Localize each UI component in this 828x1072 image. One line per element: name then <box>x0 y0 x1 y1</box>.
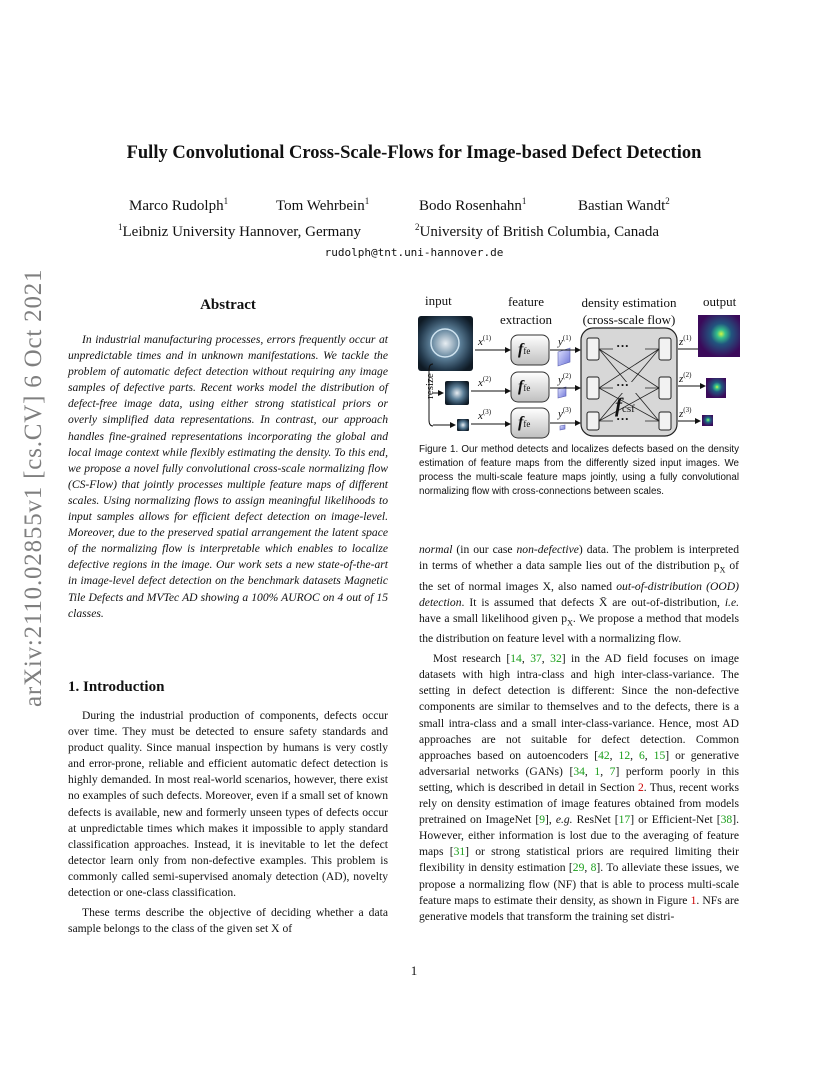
fig-z3: $z^{(3)}$ <box>679 406 692 420</box>
intro-paragraph-1: During the industrial production of components, defects occur over time. They must be detected to ensure safety standards and product quality. Since manual inspection by humans is very costly and error-prone, reliable and efficient automatic defect detection is highly demanded. In most real-world scenarios, however, there exist no examples of such defects. Moreover, even if a small set of known defects is available, new and formerly unseen types of defects occur at unpredictable times which makes it impossible to apply standard classification approaches. Instead, it is inevitable to let the defect detector learn only from non-defective examples. This problem is commonly called semi-supervised anomaly detection (AD), novelty detection or one-class classification. <box>68 709 388 900</box>
feature-map-2 <box>558 387 566 398</box>
intro-left-column <box>68 708 388 941</box>
citation-link[interactable]: 31 <box>453 845 466 859</box>
fig-dots-3: ··· <box>616 411 630 426</box>
citation-link[interactable]: 7 <box>609 764 616 778</box>
citation-link[interactable]: 42 <box>598 748 610 762</box>
citation-link[interactable]: 14 <box>510 652 522 666</box>
citation-link[interactable]: 12 <box>618 748 631 762</box>
right-paragraph-1: normal (in our case non-defective) data. The problem is interpreted in terms of whether a data sample lies out of the distribution $p_X$ of the set of normal images X, also named out-of-distribution (OOD) detection. It is assumed that defects X̄ are out-of-distribution, i.e. have a small likelihood given $p_X$. We propose a method that models the distribution on feature level with a normalizing flow. <box>419 543 740 646</box>
affiliation-2 <box>415 222 659 241</box>
affiliation-num: 2 <box>415 222 420 232</box>
arxiv-side-stamp: arXiv:2110.02855v1 [cs.CV] 6 Oct 2021 <box>20 268 47 707</box>
output-heatmap-small <box>702 415 713 426</box>
author-name: Tom Wehrbein <box>276 198 365 214</box>
feature-map-3 <box>560 425 565 430</box>
citation-link[interactable]: 9 <box>539 813 546 827</box>
fig-x2: $x^{(2)}$ <box>478 375 492 389</box>
flow-node <box>659 412 671 430</box>
citation-link[interactable]: 29 <box>572 861 585 875</box>
intro-right-column <box>419 542 739 929</box>
citation-link[interactable]: 34 <box>573 764 585 778</box>
fig-dots-1: ··· <box>616 338 630 353</box>
fig-ffe-1: ffe <box>518 341 531 358</box>
abstract-text: In industrial manufacturing processes, errors frequently occur at unpredictable times and in unknown manifestations. We tackle the problem of automatic defect detection without requiring any image samples of defective parts. Recent works model the distribution of defect-free image data, using either strong statistical priors or overly simplified data representations. In contrast, our approach handles fine-grained representations incorporating the global and local image context while flexibly estimating the density. To this end, we propose a novel fully convolutional cross-scale normalizing flow (CS-Flow) that jointly processes multiple feature maps of different scales. Using normalizing flows to assign meaningful likelihoods to input samples allows for efficient defect detection on image-level. Moreover, due to the preserved spatial arrangement the latent space of the normalizing flow is interpretable which enables to localize defective regions in the image. Our work sets a new state-of-the-art in image-level defect detection on the benchmark datasets Magnetic Tile Defects and MVTec AD showing a 100% AUROC on 4 out of 15 classes. <box>68 333 388 620</box>
fig-label-input: input <box>425 293 452 308</box>
citation-link[interactable]: 1 <box>594 764 601 778</box>
fig-label-flow: (cross-scale flow) <box>582 312 676 327</box>
paper-title: Fully Convolutional Cross-Scale-Flows for Image-based Defect Detection <box>126 143 702 163</box>
flow-node <box>587 338 599 360</box>
abstract-heading: Abstract <box>200 297 256 313</box>
affiliation-1 <box>118 222 361 241</box>
citation-link[interactable]: 32 <box>550 652 562 666</box>
flow-node <box>659 377 671 399</box>
citation-link[interactable]: 15 <box>653 748 666 762</box>
fig-fcsf: fcsf <box>615 393 635 417</box>
flow-node <box>587 412 599 430</box>
author-aff: 1 <box>521 196 527 206</box>
fig-y1: $y^{(1)}$ <box>558 334 572 348</box>
fig-x3: $x^{(3)}$ <box>478 408 492 422</box>
author-email[interactable]: rudolph@tnt.uni-hannover.de <box>324 246 504 259</box>
author-2 <box>276 196 369 215</box>
citation-link[interactable]: 37 <box>530 652 542 666</box>
fig-z1: $z^{(1)}$ <box>679 334 692 348</box>
fig-y2: $y^{(2)}$ <box>558 372 572 386</box>
author-4 <box>578 196 670 215</box>
fig-ffe-3: ffe <box>518 414 531 431</box>
fig-label-resize: resize <box>423 373 436 399</box>
affiliation-name: University of British Columbia, Canada <box>419 224 660 240</box>
citation-link[interactable]: 8 <box>590 861 597 875</box>
feature-map-1 <box>558 348 570 366</box>
author-name: Bastian Wandt <box>578 198 666 214</box>
author-1 <box>129 196 228 215</box>
figure-1 <box>415 290 745 440</box>
fig-dots-2: ··· <box>616 377 630 392</box>
author-aff: 1 <box>223 196 229 206</box>
fig-x1: $x^{(1)}$ <box>478 334 492 348</box>
input-image-medium <box>445 381 469 405</box>
figure-link[interactable]: 1 <box>690 893 697 907</box>
fig-label-feature: feature <box>507 294 545 309</box>
author-3 <box>419 196 526 215</box>
affiliation-num: 1 <box>118 222 123 232</box>
citation-link[interactable]: 6 <box>639 748 645 762</box>
intro-p2-text: These terms describe the objective of deciding whether a data sample belongs to the class of the given set X of <box>68 906 388 936</box>
fig-label-density: density estimation <box>581 295 677 310</box>
fig-label-output: output <box>703 294 737 309</box>
input-image-large <box>418 316 473 371</box>
right-paragraph-2: Most research [14, 37, 32] in the AD field focuses on image datasets with high intra-class and high inter-class-variance. The setting in defect detection is different: Since the non-defective components are similar to themselves and to the defects, there is a small intra-class and a small inter-class-variance. Hence, most AD approaches are not suitable for defect detection. Common approaches based on autoencoders [42, 12, 6, 15] or generative adversarial networks (GANs) [34, 1, 7] perform poorly in this setting, which is described in detail in Section 2. Thus, recent works rely on density estimation of image features obtained from models pretrained on ImageNet [9], e.g. ResNet [17] or Efficient-Net [38]. However, either information is lost due to the averaging of feature maps [31] or strong statistical priors are required limiting their flexibility in density estimation [29, 8]. To alleviate these issues, we propose a normalizing flow (NF) that is able to process multi-scale feature maps to estimate their density, as shown in Figure 1. NFs are generative models that transform the training set distri- <box>419 652 740 923</box>
input-image-small <box>457 419 469 431</box>
author-aff: 1 <box>364 196 370 206</box>
intro-heading: 1. Introduction <box>68 679 165 695</box>
fig-ffe-2: ffe <box>518 378 531 395</box>
fig-label-extraction: extraction <box>500 312 552 327</box>
figure-1-caption: Figure 1. Our method detects and localizes defects based on the density estimation of feature maps from the differently sized input images. We process the multi-scale feature maps jointly, using a fully convolutional normalizing flow with cross-connections between scales. <box>419 444 739 497</box>
output-heatmap-large <box>698 315 740 357</box>
author-aff: 2 <box>665 196 670 206</box>
affiliation-name: Leibniz University Hannover, Germany <box>122 224 361 240</box>
output-heatmap-medium <box>706 378 726 398</box>
fig-z2: $z^{(2)}$ <box>679 371 692 385</box>
citation-link[interactable]: 17 <box>618 813 631 827</box>
citation-link[interactable]: 38 <box>720 813 733 827</box>
flow-node <box>587 377 599 399</box>
page-number: 1 <box>410 963 418 978</box>
fig-y3: $y^{(3)}$ <box>558 406 572 420</box>
author-name: Bodo Rosenhahn <box>419 198 522 214</box>
author-name: Marco Rudolph <box>129 198 224 214</box>
flow-node <box>659 338 671 360</box>
intro-paragraph-2 <box>68 905 388 937</box>
section-link[interactable]: 2 <box>637 780 644 794</box>
